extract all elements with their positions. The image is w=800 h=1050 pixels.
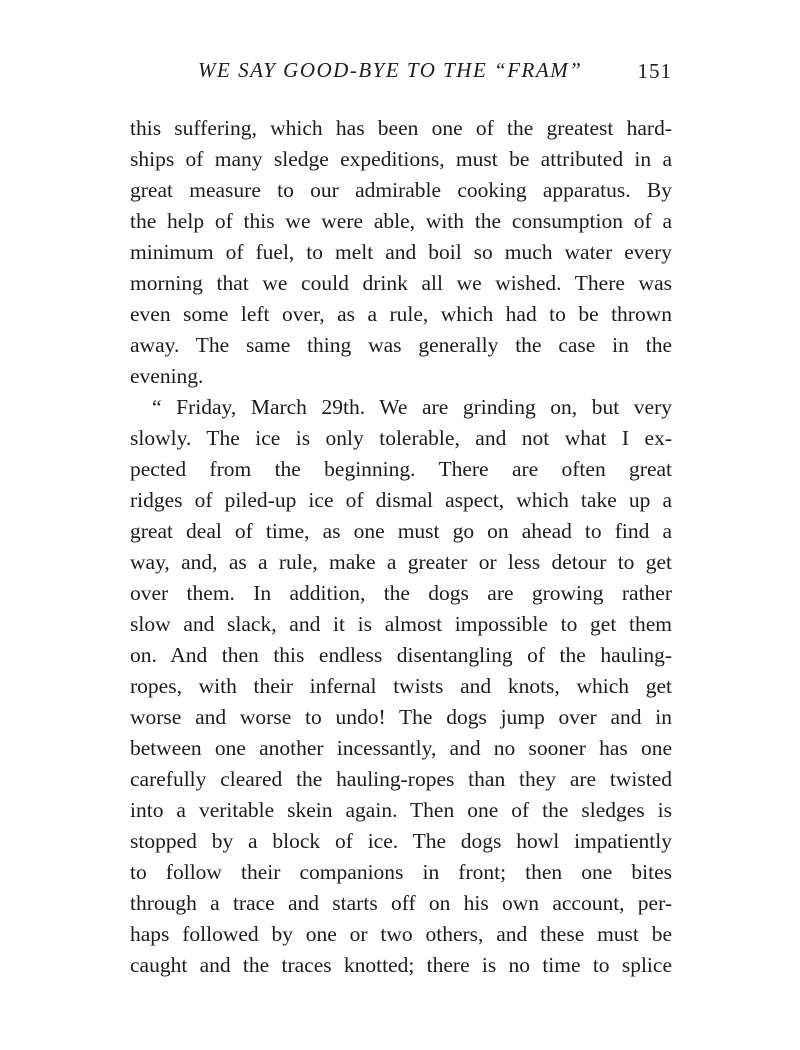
page-number: 151 [637, 59, 672, 83]
text-line: slow and slack, and it is almost impossible to get them [130, 612, 672, 636]
text-line: to follow their companions in front; then one bites [130, 860, 672, 884]
text-line: ships of many sledge expeditions, must be attributed in a [130, 147, 672, 171]
text-line: caught and the traces knotted; there is no time to splice [130, 953, 672, 977]
running-title: WE SAY GOOD-BYE TO THE “FRAM” [198, 58, 583, 82]
text-line: way, and, as a rule, make a greater or less detour to get [130, 550, 672, 574]
body-text [130, 113, 672, 981]
text-line: slowly. The ice is only tolerable, and not what I ex- [130, 426, 672, 450]
text-line: between one another incessantly, and no sooner has one [130, 736, 672, 760]
text-line: on. And then this endless disentangling of the hauling- [130, 643, 672, 667]
text-line: great deal of time, as one must go on ahead to find a [130, 519, 672, 543]
text-line: minimum of fuel, to melt and boil so much water every [130, 240, 672, 264]
text-line: away. The same thing was generally the case in the [130, 333, 672, 357]
text-line: stopped by a block of ice. The dogs howl impatiently [130, 829, 672, 853]
paragraph-start-line: “ Friday, March 29th. We are grinding on, but very [152, 395, 672, 419]
text-line: haps followed by one or two others, and these must be [130, 922, 672, 946]
text-line: morning that we could drink all we wished. There was [130, 271, 672, 295]
text-line: ridges of piled-up ice of dismal aspect, which take up a [130, 488, 672, 512]
text-line: over them. In addition, the dogs are growing rather [130, 581, 672, 605]
paragraph-end-line: evening. [130, 364, 204, 388]
text-line: pected from the beginning. There are often great [130, 457, 672, 481]
text-line: even some left over, as a rule, which had to be thrown [130, 302, 672, 326]
text-line: this suffering, which has been one of the greatest hard- [130, 116, 672, 140]
text-line: through a trace and starts off on his own account, per- [130, 891, 672, 915]
text-line: the help of this we were able, with the consumption of a [130, 209, 672, 233]
text-line: into a veritable skein again. Then one of the sledges is [130, 798, 672, 822]
text-line: great measure to our admirable cooking apparatus. By [130, 178, 672, 202]
text-line: worse and worse to undo! The dogs jump over and in [130, 705, 672, 729]
text-line: carefully cleared the hauling-ropes than they are twisted [130, 767, 672, 791]
text-line: ropes, with their infernal twists and knots, which get [130, 674, 672, 698]
running-head [130, 58, 672, 88]
